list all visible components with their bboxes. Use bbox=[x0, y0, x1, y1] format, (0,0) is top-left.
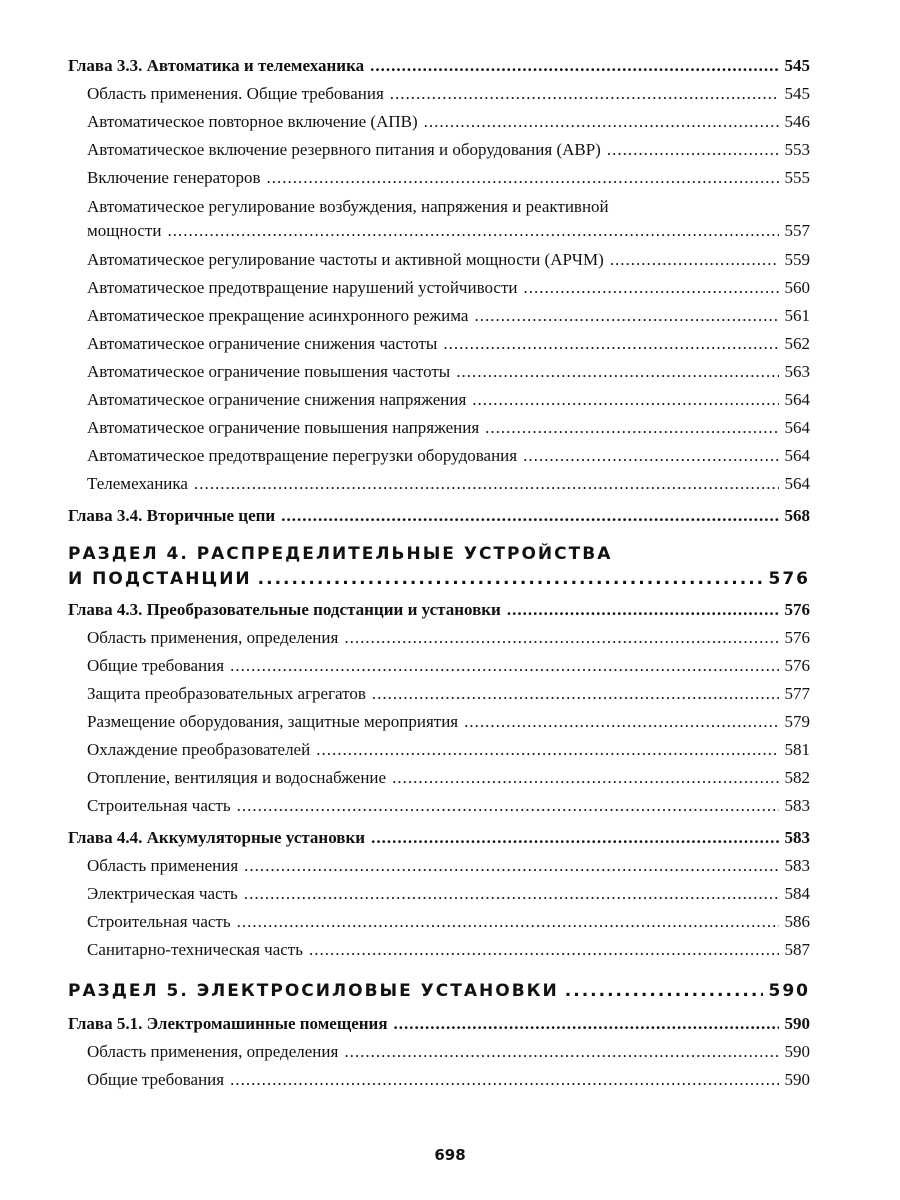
dot-leader bbox=[244, 880, 779, 908]
dot-leader bbox=[610, 246, 779, 274]
entry-title-line1: РАЗДЕЛ 4. РАСПРЕДЕЛИТЕЛЬНЫЕ УСТРОЙСТВА bbox=[68, 544, 613, 564]
toc-entry bbox=[68, 386, 810, 414]
toc-entry bbox=[68, 330, 810, 358]
entry-line2 bbox=[87, 219, 810, 243]
entry-title: Глава 3.3. Автоматика и телемеханика bbox=[68, 56, 365, 75]
entry-title: Общие требования bbox=[87, 1070, 225, 1089]
entry-title: Автоматическое регулирование частоты и активной мощности (АРЧМ) bbox=[87, 250, 604, 269]
entry-page: 587 bbox=[784, 940, 810, 959]
toc-section bbox=[68, 542, 810, 592]
toc-entry bbox=[68, 936, 810, 964]
dot-leader bbox=[344, 624, 778, 652]
toc-entry bbox=[68, 880, 810, 908]
entry-title: Глава 4.4. Аккумуляторные установки bbox=[68, 828, 366, 847]
dot-leader bbox=[316, 736, 778, 764]
entry-title: РАЗДЕЛ 5. ЭЛЕКТРОСИЛОВЫЕ УСТАНОВКИ bbox=[68, 981, 559, 1001]
dot-leader bbox=[485, 414, 778, 442]
dot-leader bbox=[443, 330, 778, 358]
entry-title: Автоматическое предотвращение нарушений устойчивости bbox=[87, 278, 518, 297]
table-of-contents bbox=[68, 48, 810, 1094]
entry-page: 576 bbox=[768, 569, 810, 589]
entry-title: Общие требования bbox=[87, 656, 225, 675]
dot-leader bbox=[237, 908, 779, 936]
entry-title: Включение генераторов bbox=[87, 168, 261, 187]
entry-page: 553 bbox=[784, 140, 810, 159]
dot-leader bbox=[507, 596, 779, 624]
entry-page: 577 bbox=[784, 684, 810, 703]
entry-title: Размещение оборудования, защитные мероприятия bbox=[87, 712, 459, 731]
entry-title-line2: И ПОДСТАНЦИИ bbox=[68, 569, 252, 589]
entry-page: 583 bbox=[784, 828, 810, 847]
entry-page: 563 bbox=[784, 362, 810, 381]
toc-entry bbox=[68, 1066, 810, 1094]
dot-leader bbox=[194, 470, 779, 498]
entry-page: 581 bbox=[784, 740, 810, 759]
toc-entry bbox=[68, 164, 810, 192]
entry-title: Автоматическое ограничение снижения частоты bbox=[87, 334, 438, 353]
entry-title: Область применения, определения bbox=[87, 628, 339, 647]
entry-page: 564 bbox=[784, 390, 810, 409]
dot-leader bbox=[464, 708, 778, 736]
entry-title: Глава 3.4. Вторичные цепи bbox=[68, 506, 276, 525]
toc-chapter bbox=[68, 1010, 810, 1038]
entry-title: Область применения bbox=[87, 856, 239, 875]
toc-entry bbox=[68, 442, 810, 470]
toc-entry bbox=[68, 470, 810, 498]
entry-title: Автоматическое включение резервного питания и оборудования (АВР) bbox=[87, 140, 601, 159]
toc-entry bbox=[68, 80, 810, 108]
entry-title: Отопление, вентиляция и водоснабжение bbox=[87, 768, 387, 787]
entry-page: 583 bbox=[784, 796, 810, 815]
entry-page: 586 bbox=[784, 912, 810, 931]
toc-entry bbox=[68, 908, 810, 936]
entry-title: Строительная часть bbox=[87, 912, 231, 931]
toc-entry bbox=[68, 708, 810, 736]
entry-title: Область применения. Общие требования bbox=[87, 84, 384, 103]
dot-leader bbox=[607, 136, 779, 164]
entry-page: 590 bbox=[784, 1042, 810, 1061]
entry-title: Автоматическое предотвращение перегрузки оборудования bbox=[87, 446, 518, 465]
entry-page: 564 bbox=[784, 474, 810, 493]
entry-line2 bbox=[68, 567, 810, 592]
toc-entry bbox=[68, 136, 810, 164]
entry-page: 590 bbox=[768, 981, 810, 1001]
entry-title: Глава 5.1. Электромашинные помещения bbox=[68, 1014, 388, 1033]
entry-page: 568 bbox=[784, 506, 810, 525]
dot-leader bbox=[565, 976, 763, 1006]
entry-title: Автоматическое ограничение снижения напряжения bbox=[87, 390, 467, 409]
entry-page: 557 bbox=[784, 221, 810, 240]
entry-title: Автоматическое ограничение повышения частоты bbox=[87, 362, 451, 381]
dot-leader bbox=[167, 219, 778, 243]
entry-page: 590 bbox=[784, 1070, 810, 1089]
toc-entry bbox=[68, 652, 810, 680]
toc-chapter bbox=[68, 52, 810, 80]
entry-page: 584 bbox=[784, 884, 810, 903]
toc-entry bbox=[68, 1038, 810, 1066]
entry-page: 579 bbox=[784, 712, 810, 731]
entry-title-line1: Автоматическое регулирование возбуждения, напряжения и реактивной bbox=[87, 197, 609, 216]
toc-entry bbox=[68, 736, 810, 764]
entry-title: Глава 4.3. Преобразовательные подстанции и установки bbox=[68, 600, 501, 619]
toc-entry bbox=[68, 192, 810, 246]
dot-leader bbox=[472, 386, 778, 414]
entry-title: Охлаждение преобразователей bbox=[87, 740, 311, 759]
entry-page: 561 bbox=[784, 306, 810, 325]
toc-entry bbox=[68, 302, 810, 330]
dot-leader bbox=[372, 680, 779, 708]
page-number: 698 bbox=[434, 1146, 466, 1164]
dot-leader bbox=[390, 80, 779, 108]
entry-page: 560 bbox=[784, 278, 810, 297]
entry-page: 576 bbox=[784, 600, 810, 619]
toc-section bbox=[68, 976, 810, 1006]
entry-title: Автоматическое ограничение повышения напряжения bbox=[87, 418, 480, 437]
entry-title-line2: мощности bbox=[87, 221, 162, 240]
entry-title: Строительная часть bbox=[87, 796, 231, 815]
dot-leader bbox=[424, 108, 779, 136]
dot-leader bbox=[344, 1038, 778, 1066]
entry-page: 564 bbox=[784, 446, 810, 465]
entry-page: 564 bbox=[784, 418, 810, 437]
dot-leader bbox=[267, 164, 779, 192]
entry-title: Санитарно-техническая часть bbox=[87, 940, 303, 959]
entry-title: Автоматическое прекращение асинхронного режима bbox=[87, 306, 469, 325]
dot-leader bbox=[244, 852, 778, 880]
entry-page: 555 bbox=[784, 168, 810, 187]
dot-leader bbox=[258, 567, 763, 592]
entry-title: Защита преобразовательных агрегатов bbox=[87, 684, 366, 703]
entry-page: 582 bbox=[784, 768, 810, 787]
toc-entry bbox=[68, 414, 810, 442]
entry-page: 546 bbox=[784, 112, 810, 131]
toc-entry bbox=[68, 358, 810, 386]
entry-page: 583 bbox=[784, 856, 810, 875]
dot-leader bbox=[371, 824, 778, 852]
entry-page: 576 bbox=[784, 656, 810, 675]
toc-entry bbox=[68, 792, 810, 820]
toc-entry bbox=[68, 246, 810, 274]
toc-entry bbox=[68, 274, 810, 302]
dot-leader bbox=[237, 792, 779, 820]
entry-title: Телемеханика bbox=[87, 474, 188, 493]
dot-leader bbox=[456, 358, 778, 386]
toc-entry bbox=[68, 108, 810, 136]
dot-leader bbox=[281, 502, 778, 530]
dot-leader bbox=[392, 764, 778, 792]
toc-chapter bbox=[68, 502, 810, 530]
dot-leader bbox=[523, 442, 778, 470]
toc-chapter bbox=[68, 596, 810, 624]
toc-entry bbox=[68, 852, 810, 880]
entry-page: 562 bbox=[784, 334, 810, 353]
toc-entry bbox=[68, 680, 810, 708]
entry-title: Автоматическое повторное включение (АПВ) bbox=[87, 112, 418, 131]
entry-title: Электрическая часть bbox=[87, 884, 238, 903]
entry-page: 576 bbox=[784, 628, 810, 647]
toc-entry bbox=[68, 764, 810, 792]
dot-leader bbox=[394, 1010, 779, 1038]
dot-leader bbox=[370, 52, 778, 80]
dot-leader bbox=[309, 936, 779, 964]
entry-page: 545 bbox=[784, 56, 810, 75]
dot-leader bbox=[474, 302, 778, 330]
dot-leader bbox=[230, 1066, 778, 1094]
toc-entry bbox=[68, 624, 810, 652]
dot-leader bbox=[523, 274, 778, 302]
entry-page: 545 bbox=[784, 84, 810, 103]
entry-page: 590 bbox=[784, 1014, 810, 1033]
toc-chapter bbox=[68, 824, 810, 852]
dot-leader bbox=[230, 652, 778, 680]
entry-title: Область применения, определения bbox=[87, 1042, 339, 1061]
entry-page: 559 bbox=[784, 250, 810, 269]
